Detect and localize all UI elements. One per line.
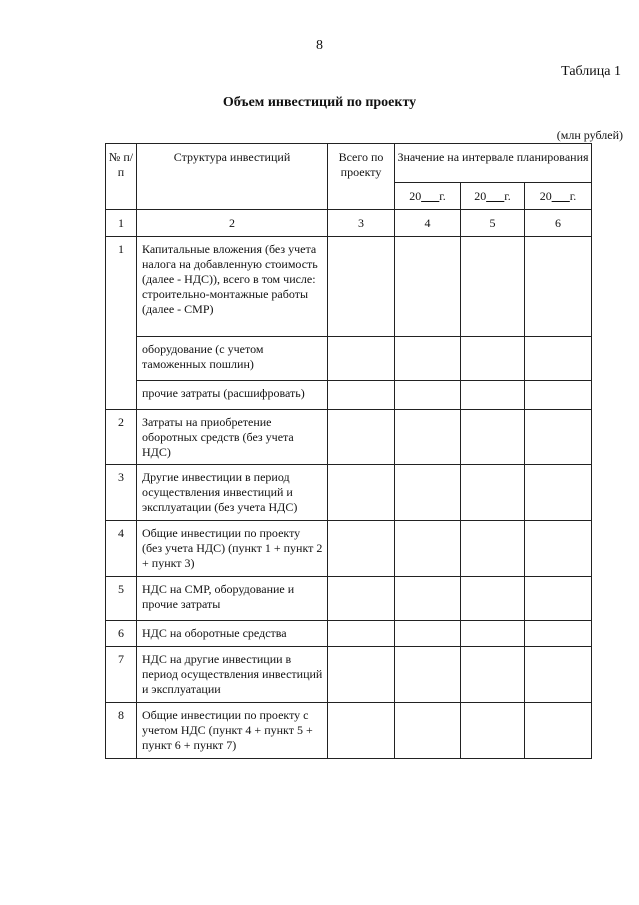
value-cell <box>395 703 461 759</box>
row-description: Другие инвестиции в период осуществления инвестиций и эксплуатации (без учета НДС) <box>137 465 328 521</box>
value-cell <box>461 381 525 410</box>
value-cell <box>328 703 395 759</box>
header-total: Всего по проекту <box>328 144 395 210</box>
value-cell <box>461 337 525 381</box>
value-cell <box>461 621 525 647</box>
year-prefix: 20 <box>409 188 422 203</box>
year-prefix: 20 <box>474 188 487 203</box>
value-cell <box>461 465 525 521</box>
table-row <box>106 621 592 647</box>
table-row <box>106 410 592 465</box>
value-cell <box>525 621 592 647</box>
table-row <box>106 577 592 621</box>
value-cell <box>395 465 461 521</box>
header-row <box>106 144 592 183</box>
value-cell <box>395 337 461 381</box>
value-cell <box>525 577 592 621</box>
table-row <box>106 703 592 759</box>
value-cell <box>328 647 395 703</box>
value-cell <box>328 381 395 410</box>
row-description: Общие инвестиции по проекту (без учета НДС) (пункт 1 + пункт 2 + пункт 3) <box>137 521 328 577</box>
header-structure: Структура инвестиций <box>137 144 328 210</box>
row-description: прочие затраты (расшифровать) <box>137 381 328 410</box>
value-cell <box>461 237 525 337</box>
index-cell: 4 <box>395 210 461 237</box>
header-year-3 <box>525 183 592 210</box>
year-prefix: 20 <box>539 188 552 203</box>
value-cell <box>328 337 395 381</box>
value-cell <box>525 237 592 337</box>
value-cell <box>328 237 395 337</box>
value-cell <box>461 647 525 703</box>
header-interval: Значение на интервале планирования <box>395 144 592 183</box>
year-blank: ___ <box>551 188 570 203</box>
value-cell <box>525 521 592 577</box>
value-cell <box>328 577 395 621</box>
year-suffix: г. <box>504 188 511 203</box>
value-cell <box>395 237 461 337</box>
row-number: 6 <box>106 621 137 647</box>
table-row <box>106 337 592 381</box>
value-cell <box>328 521 395 577</box>
page-number: 8 <box>316 38 323 53</box>
year-suffix: г. <box>439 188 446 203</box>
value-cell <box>461 521 525 577</box>
units-label: (млн рублей) <box>556 128 623 142</box>
value-cell <box>525 703 592 759</box>
value-cell <box>461 410 525 465</box>
value-cell <box>395 647 461 703</box>
table-row <box>106 647 592 703</box>
investment-table <box>105 143 592 759</box>
value-cell <box>395 621 461 647</box>
row-number: 3 <box>106 465 137 521</box>
row-number: 4 <box>106 521 137 577</box>
table-row <box>106 381 592 410</box>
index-cell: 1 <box>106 210 137 237</box>
index-cell: 5 <box>461 210 525 237</box>
header-num: № п/п <box>106 144 137 210</box>
value-cell <box>328 621 395 647</box>
value-cell <box>525 337 592 381</box>
index-row <box>106 210 592 237</box>
index-cell: 2 <box>137 210 328 237</box>
row-description: НДС на СМР, оборудование и прочие затраты <box>137 577 328 621</box>
value-cell <box>328 410 395 465</box>
value-cell <box>525 410 592 465</box>
value-cell <box>328 465 395 521</box>
index-cell: 6 <box>525 210 592 237</box>
year-blank: ___ <box>421 188 440 203</box>
document-title: Объем инвестиций по проекту <box>222 95 417 110</box>
value-cell <box>395 521 461 577</box>
row-number: 2 <box>106 410 137 465</box>
row-description: НДС на оборотные средства <box>137 621 328 647</box>
table-row <box>106 465 592 521</box>
row-description: Затраты на приобретение оборотных средств (без учета НДС) <box>137 410 328 465</box>
row-description: НДС на другие инвестиции в период осуществления инвестиций и эксплуатации <box>137 647 328 703</box>
header-year-2 <box>461 183 525 210</box>
row-description: Общие инвестиции по проекту с учетом НДС (пункт 4 + пункт 5 + пункт 6 + пункт 7) <box>137 703 328 759</box>
row-description: Капитальные вложения (без учета налога на добавленную стоимость (далее - НДС)), всего в том числе: строительно-монтажные работы (далее - СМР) <box>137 237 328 337</box>
row-number: 5 <box>106 577 137 621</box>
row-description: оборудование (с учетом таможенных пошлин) <box>137 337 328 381</box>
value-cell <box>525 381 592 410</box>
value-cell <box>395 410 461 465</box>
row-number: 7 <box>106 647 137 703</box>
row-number: 1 <box>106 237 137 410</box>
table-row <box>106 237 592 337</box>
value-cell <box>525 647 592 703</box>
header-year-1 <box>395 183 461 210</box>
value-cell <box>395 381 461 410</box>
value-cell <box>525 465 592 521</box>
year-blank: ___ <box>486 188 505 203</box>
value-cell <box>461 577 525 621</box>
table-label: Таблица 1 <box>561 64 621 79</box>
year-suffix: г. <box>569 188 577 203</box>
value-cell <box>461 703 525 759</box>
row-number: 8 <box>106 703 137 759</box>
index-cell: 3 <box>328 210 395 237</box>
value-cell <box>395 577 461 621</box>
table-row <box>106 521 592 577</box>
